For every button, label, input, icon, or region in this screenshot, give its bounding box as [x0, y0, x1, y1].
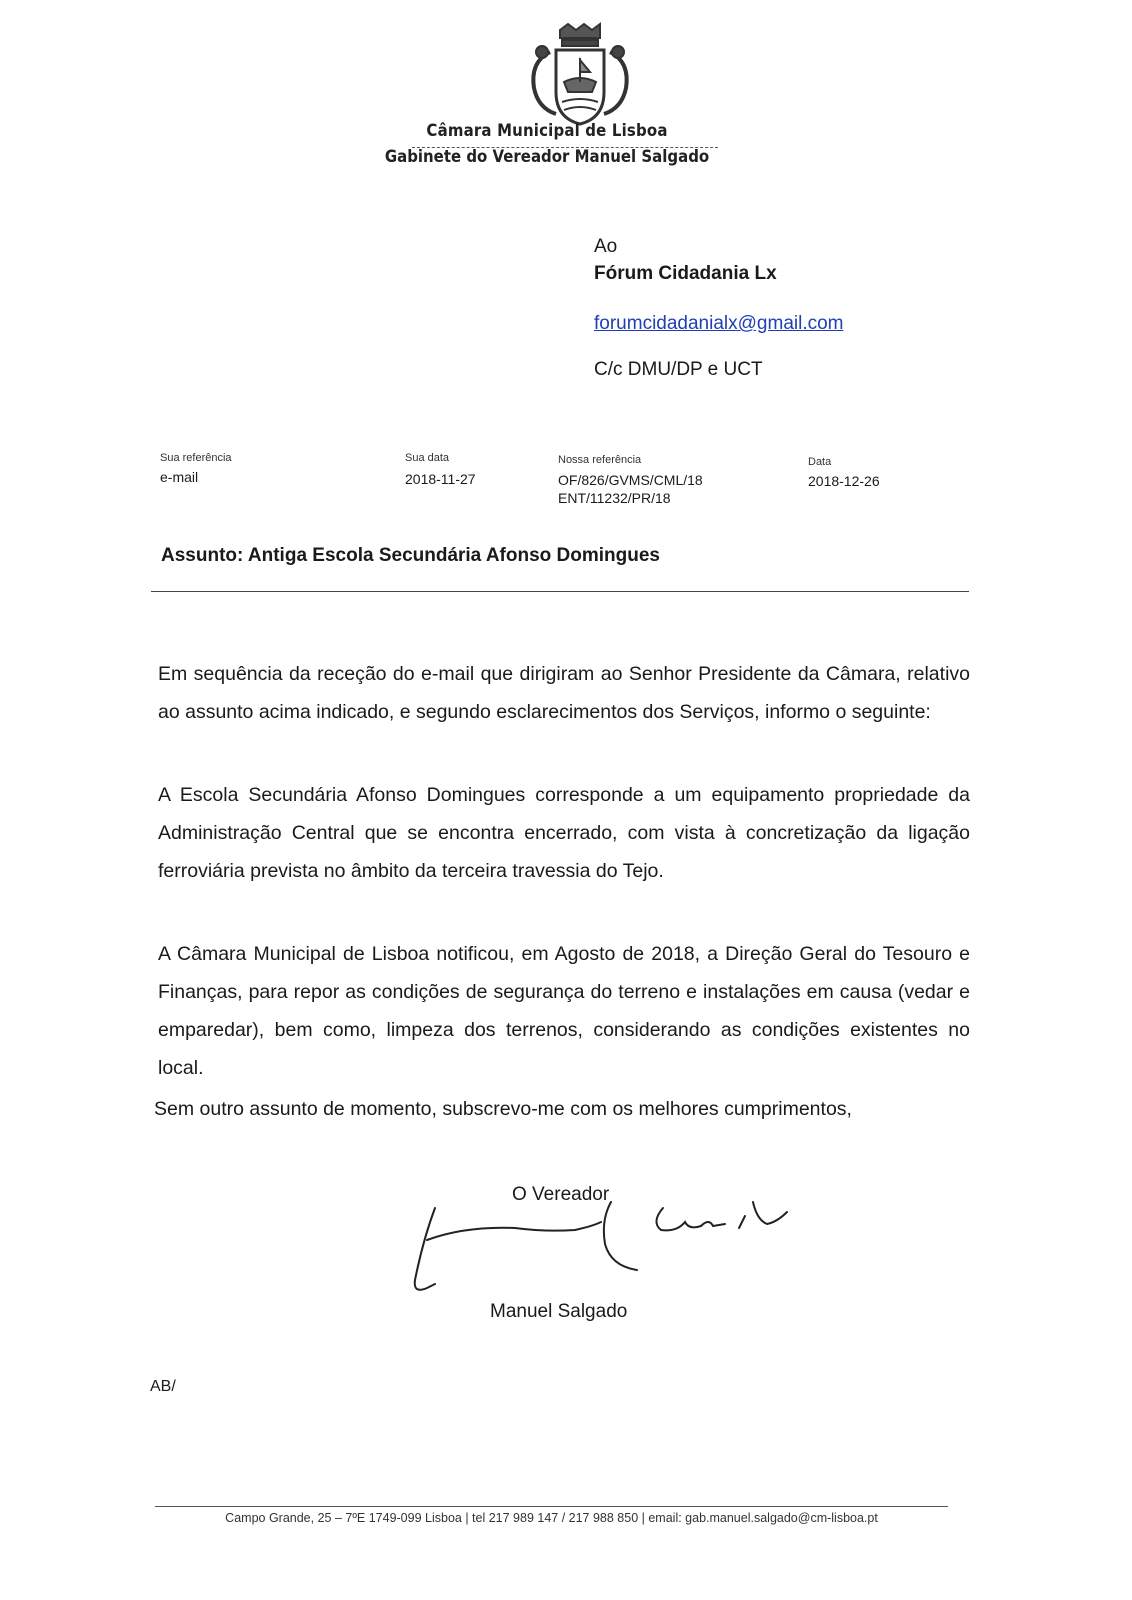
sua-data-value: 2018-11-27 — [405, 471, 476, 487]
organization-name: Câmara Municipal de Lisboa — [426, 121, 668, 141]
nossa-referencia-label: Nossa referência — [558, 454, 642, 466]
lisbon-coat-of-arms-icon — [520, 22, 640, 132]
signatory-title: O Vereador — [512, 1184, 610, 1205]
recipient-prefix: Ao — [594, 236, 618, 257]
body-paragraph-1: Em sequência da receção do e-mail que dirigiram ao Senhor Presidente da Câmara, relativo ao assunto acima indicado, e segundo esclarecimentos dos Serviços, informo o seguinte: — [158, 663, 970, 723]
handwritten-signature — [405, 1200, 815, 1310]
recipient-cc: C/c DMU/DP e UCT — [594, 359, 763, 380]
nossa-referencia-value-1: OF/826/GVMS/CML/18 — [558, 472, 703, 488]
data-value: 2018-12-26 — [808, 473, 880, 489]
body-paragraph-2: A Escola Secundária Afonso Domingues corresponde a um equipamento propriedade da Administração Central que se encontra encerrado, com vista à concretização da ligação ferroviária prevista no âmbito da terceira travessia do Tejo. — [158, 784, 970, 882]
recipient-name: Fórum Cidadania Lx — [594, 263, 777, 284]
sua-referencia-value: e-mail — [160, 469, 199, 485]
recipient-email-link[interactable]: forumcidadanialx@gmail.com — [594, 313, 844, 334]
subject-line: Assunto: Antiga Escola Secundária Afonso Domingues — [161, 545, 660, 566]
signatory-name: Manuel Salgado — [490, 1301, 628, 1322]
footer-divider — [155, 1506, 948, 1507]
office-name: Gabinete do Vereador Manuel Salgado — [384, 147, 710, 167]
footer-contact: Campo Grande, 25 – 7ºE 1749-099 Lisboa | tel 217 989 147 / 217 988 850 | email: gab.manuel.salgado@cm-lisboa.pt — [225, 1511, 878, 1525]
data-label: Data — [808, 456, 832, 468]
closing-line: Sem outro assunto de momento, subscrevo-me com os melhores cumprimentos, — [154, 1098, 852, 1120]
author-initials: AB/ — [150, 1378, 176, 1395]
body-paragraph-3: A Câmara Municipal de Lisboa notificou, em Agosto de 2018, a Direção Geral do Tesouro e Finanças, para repor as condições de segurança do terreno e instalações em causa (vedar e emparedar), bem como, limpeza dos terrenos, considerando as condições existentes no local. — [158, 943, 970, 1079]
sua-data-label: Sua data — [405, 452, 450, 464]
subject-divider — [151, 591, 969, 592]
nossa-referencia-value-2: ENT/11232/PR/18 — [558, 490, 671, 506]
sua-referencia-label: Sua referência — [160, 452, 232, 464]
